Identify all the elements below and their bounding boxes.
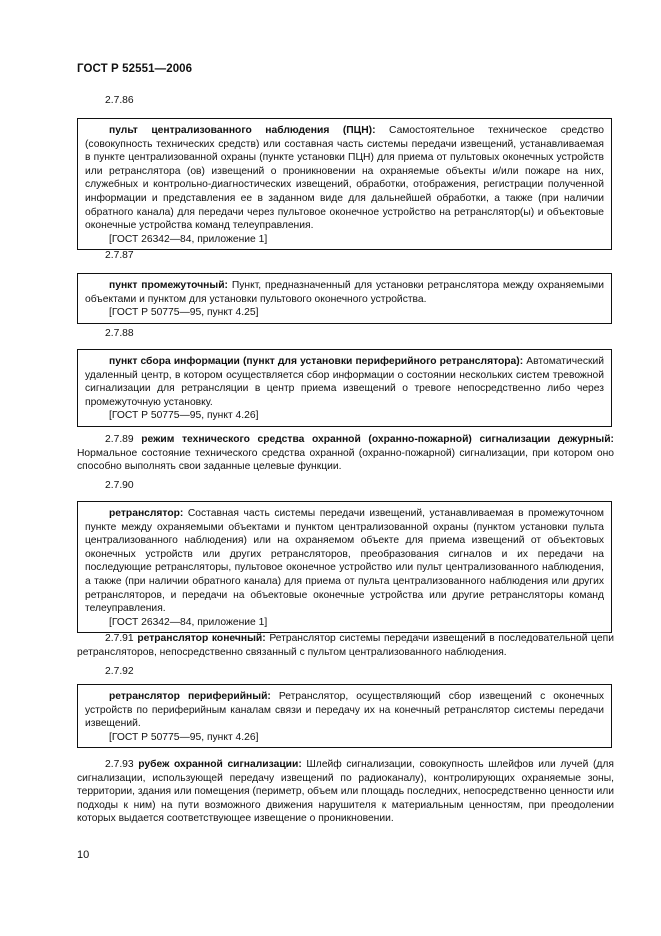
entry-source: [ГОСТ Р 50775—95, пункт 4.26] [109,731,259,743]
plain-entry [77,758,614,826]
entry-term: рубеж охранной сигнализации: [138,759,302,770]
plain-entry [77,632,614,659]
page-number: 10 [77,849,90,861]
entry-text: Шлейф сигнализации, совокупность шлейфов или лучей (для сигнализации, использующей передачу извещений по радиоканалу), контролирующих охраняемые зоны, территории, здания или помещения (периметр, объем или площадь последних, непосредственно ценности или подходы к ним) на пути возможного движения нарушителя к материальным ценностям, при преодолении которых выдается соответствующее извещение о проникновении. [77,759,614,825]
entry-term: ретранслятор конечный: [137,633,266,644]
entry-source: [ГОСТ 26342—84, приложение 1] [109,233,268,245]
plain-entry [77,433,614,474]
entry-number: 2.7.87 [105,250,134,261]
entry-text: Нормальное состояние технического средства охранной (охранно-пожарной) сигнализации, при котором оно способно выполнять свои заданные целевые функции. [77,447,614,473]
entry-number: 2.7.86 [105,95,134,106]
entry-term: пункт сбора информации (пункт для установки периферийного ретранслятора): [109,356,524,367]
entry-term: ретранслятор: [109,508,184,519]
entry-number: 2.7.92 [105,666,134,677]
definition-box [77,349,612,427]
entry-number: 2.7.88 [105,328,134,339]
entry-number: 2.7.89 [105,434,134,445]
entry-text: Пункт, предназначенный для установки ретранслятора между охраняемыми объектами и пунктом для установки пультового оконечного устройства. [85,280,604,305]
entry-text: Ретранслятор системы передачи извещений в последовательной цепи ретрансляторов, непосредственно связанный с пультом централизованного наблюдения. [77,633,614,658]
entry-number: 2.7.91 [105,633,134,644]
document-header: ГОСТ Р 52551—2006 [77,63,193,75]
entry-term: ретранслятор периферийный: [109,691,271,702]
entry-text: Ретранслятор, осуществляющий сбор извещений с оконечных устройств по периферийным каналам связи и передачу их на конечный ретранслятор системы передачи извещений. [85,691,604,730]
entry-number: 2.7.93 [105,759,134,770]
entry-source: [ГОСТ Р 50775—95, пункт 4.25] [109,307,259,319]
entry-text: Самостоятельное техническое средство (совокупность технических средств) или составная часть системы передачи извещений, устанавливаемая в пункте централизованной охраны (пункте установки ПЦН) для приема от пультовых оконечных устройств или ретранслятора (ов) извещений о проникновении на охраняемые объекты и/или пожаре на них, служебных и контрольно-диагностических извещений, обработки, отображения, регистрации полученной информации и представления ее в заданном виде для дальнейшей обработки, а также (при наличии обратного канала) для передачи через пультовое оконечное устройство на ретранслятор(ы) и объектовые оконечные устройства команд телеуправления. [85,125,604,232]
definition-box [77,501,612,633]
entry-number: 2.7.90 [105,480,134,491]
entry-source: [ГОСТ 26342—84, приложение 1] [109,616,268,628]
definition-box [77,684,612,748]
definition-box [77,118,612,250]
entry-term: режим технического средства охранной (охранно-пожарной) сигнализации дежурный: [141,434,614,445]
entry-source: [ГОСТ Р 50775—95, пункт 4.26] [109,410,259,422]
entry-text: Автоматический удаленный центр, в котором осуществляется сбор информации о состоянии нескольких систем тревожной сигнализации для ретрансляции в центр приема извещений о тревоге непосредственно либо через промежуточную установку. [85,356,604,408]
entry-term: пульт централизованного наблюдения (ПЦН): [109,125,376,136]
entry-term: пункт промежуточный: [109,280,228,291]
entry-text: Составная часть системы передачи извещений, устанавливаемая в промежуточном пункте между охраняемыми объектами и пунктом централизованной охраны (пунктом установки пульта централизованного наблюдения) или на охраняемом объекте для приема извещений от объектовых оконечных устройств или других ретрансляторов, преобразования сигналов и их передачи на последующие ретрансляторы, пультовое оконечное устройство или пульт централизованного наблюдения, а также (при наличии обратного канала) для приема от пульта централизованного наблюдения или других ретрансляторов, и передачи на объектовые оконечные устройства или другие ретрансляторы команд телеуправления. [85,508,604,615]
definition-box [77,273,612,324]
